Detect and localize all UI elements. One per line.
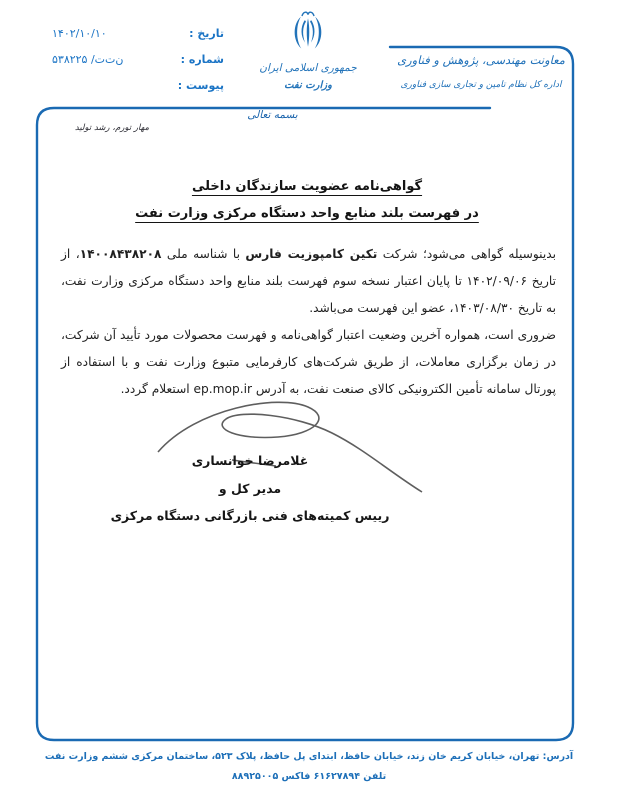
country-name: جمهوری اسلامی ایران [259,62,357,74]
number-label: شماره : [180,53,224,66]
p2-text: ضروری است، همواره آخرین وضعیت اعتبار گواهی‌نامه و فهرست محصولات مورد تأیید آن شرکت، در زمان برگزاری معاملات، از طریق شرکت‌های کارفرمایی متبوع وزارت نفت و با استفاده از پورتال سامانه تأمین الکترونیکی کالای صنعت نفت، به آدرس [61,328,556,396]
paragraph-validity-note [61,322,556,403]
p1-text: ، از تاریخ ۱۴۰۲/۰۹/۰۶ تا پایان اعتبار نسخه سوم فهرست بلند منابع واحد دستگاه مرکزی وزارت نفت، به تاریخ ۱۴۰۳/۰۸/۳۰، عضو این فهرست می‌باشد. [61,247,557,315]
title-line2: در فهرست بلند منابع واحد دستگاه مرکزی وزارت نفت [135,206,479,221]
letter-footer [0,751,618,782]
number-value: ن‌ت‌ت/ ۵۳۸۲۲۵ [52,53,124,66]
date-label: تاریخ : [189,27,224,40]
ministry-name: وزارت نفت [284,80,332,91]
letter-body [61,241,556,403]
p2-text: استعلام گردد. [120,382,194,396]
p1-text: با شناسه ملی [161,247,246,261]
department-line2: اداره کل نظام تامین و تجاری سازی فناوری [400,80,562,90]
besmellah-text: بسمه تعالی [247,109,298,121]
p1-text: بدینوسیله گواهی می‌شود؛ شرکت [377,247,556,261]
letter-title [60,179,554,233]
title-line1: گواهی‌نامه عضویت سازندگان داخلی [191,179,423,194]
department-line1: معاونت مهندسی، پژوهش و فناوری [397,53,565,67]
company-name: تکین کامپوزیت فارس [245,247,378,261]
signer-name: غلامرضا خوانساری [191,453,309,468]
signer-role-line1: مدیر کل و [218,481,282,496]
year-slogan: مهار تورم، رشد تولید [74,123,150,133]
footer-phone: تلفن ۶۱۶۲۷۸۹۴ فاکس ۸۸۹۲۵۰۰۵ [231,771,387,782]
footer-address: آدرس: تهران، خیابان کریم خان زند، خیابان حافظ، ابتدای پل حافظ، پلاک ۵۲۳، ساختمان مرکزی ششم وزارت نفت [44,751,574,762]
signer-role-line2: رییس کمیته‌های فنی بازرگانی دستگاه مرکزی [110,508,390,523]
paragraph-certification [61,241,556,322]
attachment-label: پیوست : [177,79,224,92]
portal-url: ep.mop.ir [193,382,252,396]
signature-block [88,453,412,523]
national-id: ۱۴۰۰۸۴۳۸۲۰۸ [79,247,162,261]
date-value: ۱۴۰۲/۱۰/۱۰ [52,27,107,40]
